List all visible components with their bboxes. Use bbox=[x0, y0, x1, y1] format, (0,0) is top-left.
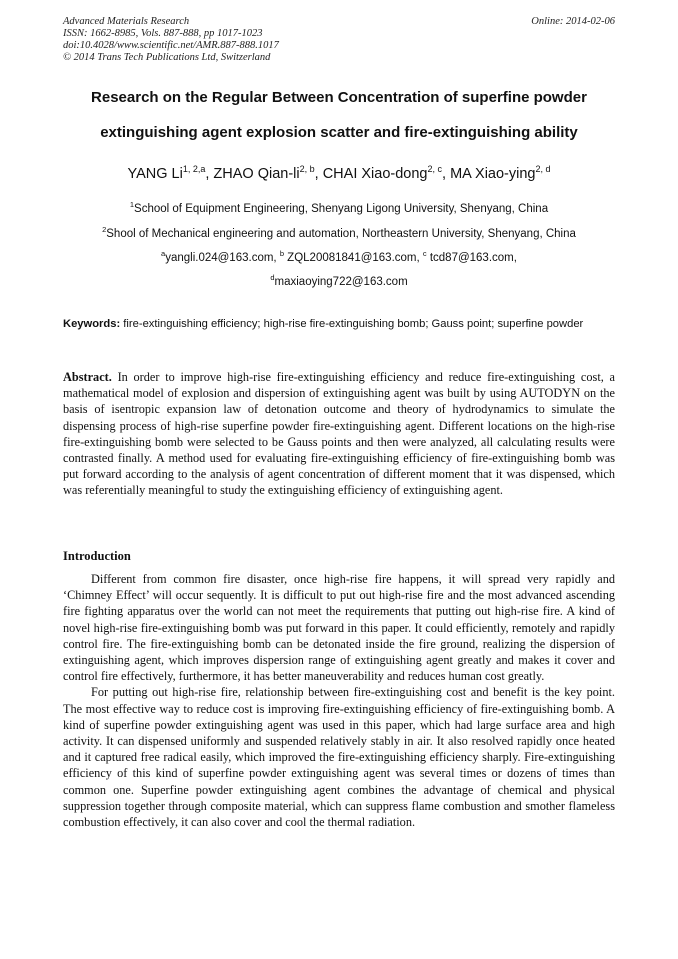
author-affiliation-marker: 1, 2,a bbox=[182, 164, 206, 174]
paragraph: Different from common fire disaster, once high-rise fire happens, it will spread very rapidly and ‘Chimney Effect’ will occur sequently. It is difficult to put out high-rise fire and the most advanced ascending fire fighting apparatus over the world can not meet the requirements that putting out high-rise fire. A kind of novel high-rise fire-extinguishing bomb was put forward in this paper. It could efficiently, remotely and rapidly control fire. The fire-extinguishing bomb can be detonated inside the fire ground, realizing the dispersion of extinguishing agent, which improves dispersion range of extinguishing agent greatly and makes it cover and control fire effectively, furthermore, it has better maneuverability and reduces human cost greatly. bbox=[63, 572, 615, 684]
journal-header bbox=[63, 16, 615, 64]
introduction-body bbox=[63, 571, 615, 830]
author-separator: , bbox=[205, 166, 214, 182]
affiliation-marker: 1 bbox=[129, 200, 135, 209]
paragraph: For putting out high-rise fire, relationship between fire-extinguishing cost and benefit is the key point. The most effective way to reduce cost is improving fire-extinguishing efficiency of fire-extinguishing bomb. A kind of superfine powder extinguishing agent was used in this paper, which had large surface area and high activity. It can dispensed uniformly and suspended relatively stably in air. It also resolved rapidly once heated and it captured free radical easily, which improved the fire-extinguishing efficiency sharply. Fire-extinguishing efficiency of this kind of superfine powder extinguishing agent was several times or dozens of times than common one. Superfine powder extinguishing agent combines the advantage of chemical and physical suppression together through composite material, which can suppress flame combustion and smother flameless combustion effectively, it can also cover and cool the thermal radiation. bbox=[63, 685, 615, 830]
email-address: ZQL20081841@163.com, bbox=[283, 252, 423, 264]
author-email-4 bbox=[40, 273, 638, 288]
affiliation-text: School of Equipment Engineering, Shenyang Ligong University, Shenyang, China bbox=[134, 203, 549, 215]
author-name: ZHAO Qian-li bbox=[213, 166, 300, 182]
online-date: Online: 2014-02-06 bbox=[531, 16, 615, 27]
copyright-line: © 2014 Trans Tech Publications Ltd, Switzerland bbox=[63, 52, 271, 63]
email-marker: d bbox=[270, 273, 275, 282]
abstract bbox=[63, 369, 615, 499]
keywords-label: Keywords: bbox=[63, 318, 121, 330]
author-affiliation-marker: 2, b bbox=[299, 164, 315, 174]
author-list bbox=[40, 166, 638, 182]
email-address: tcd87@163.com, bbox=[426, 252, 517, 264]
email-marker: c bbox=[422, 249, 427, 258]
affiliation-2 bbox=[40, 225, 638, 240]
abstract-text: In order to improve high-rise fire-extinguishing efficiency and reduce fire-extinguishing cost, a mathematical model of explosion and dispersion of extinguishing agent was built by using AUTODYN on the basis of isentropic expansion law of detonation outcome and theory of hydrodynamics to simulate the dispensing process of high-rise superfine powder fire-extinguishing agent. Different locations on the high-rise fire-extinguishing bomb were selected to be Gauss points and then were analyzed, all calculating results were contrasted finally. A method used for evaluating fire-extinguishing efficiency of fire-extinguishing bomb was put forward according to the analysis of agent concentration of different moment that it was dispensed, which was referentially meaningful to study the extinguishing efficiency of extinguishing agent. bbox=[63, 370, 615, 498]
author-affiliation-marker: 2, c bbox=[427, 164, 442, 174]
author-name: CHAI Xiao-dong bbox=[322, 166, 428, 182]
section-heading-introduction: Introduction bbox=[63, 549, 131, 563]
email-address: maxiaoying722@163.com bbox=[274, 276, 408, 288]
journal-name: Advanced Materials Research bbox=[63, 16, 190, 27]
doi-line: doi:10.4028/www.scientific.net/AMR.887-888.1017 bbox=[63, 40, 279, 51]
author-separator: , bbox=[314, 166, 323, 182]
author-name: MA Xiao-ying bbox=[450, 166, 536, 182]
author-separator: , bbox=[442, 166, 451, 182]
paper-title-line-1: Research on the Regular Between Concentration of superfine powder bbox=[91, 89, 587, 106]
author-name: YANG Li bbox=[127, 166, 183, 182]
keywords bbox=[63, 317, 615, 332]
author-emails bbox=[40, 249, 638, 264]
author-affiliation-marker: 2, d bbox=[535, 164, 551, 174]
paper-title-line-2: extinguishing agent explosion scatter and fire-extinguishing ability bbox=[100, 124, 578, 141]
abstract-label: Abstract. bbox=[63, 370, 112, 384]
affiliation-marker: 2 bbox=[102, 225, 107, 234]
affiliation-text: Shool of Mechanical engineering and automation, Northeastern University, Shenyang, China bbox=[106, 228, 576, 240]
keywords-text: fire-extinguishing efficiency; high-rise fire-extinguishing bomb; Gauss point; superfine powder bbox=[120, 318, 584, 330]
issn-line: ISSN: 1662-8985, Vols. 887-888, pp 1017-1023 bbox=[63, 28, 263, 39]
email-marker: b bbox=[279, 249, 284, 258]
email-address: yangli.024@163.com, bbox=[165, 252, 280, 264]
email-marker: a bbox=[161, 249, 166, 258]
affiliation-1 bbox=[40, 200, 638, 215]
